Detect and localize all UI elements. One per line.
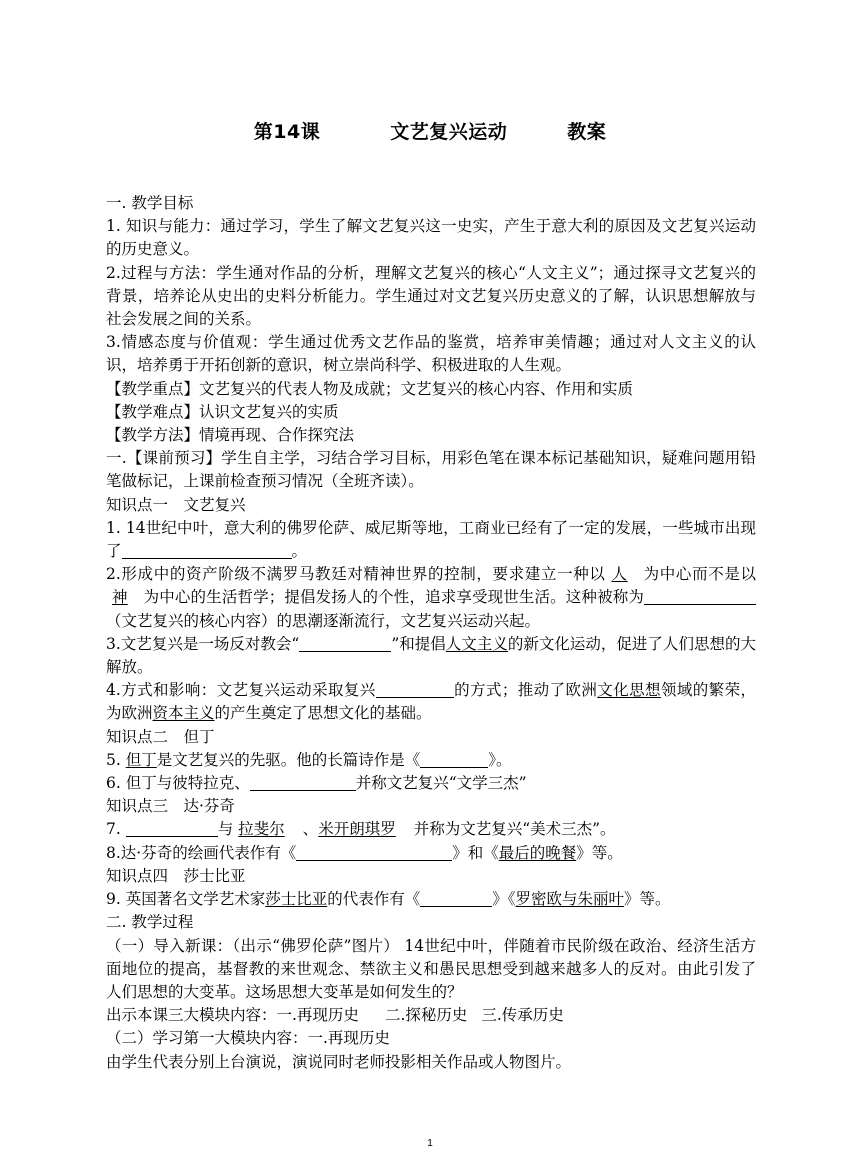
answer-blank[interactable] (299, 634, 391, 652)
objective-knowledge: 1. 知识与能力：通过学习，学生了解文艺复兴这一史实，产生于意大利的原因及文艺复兴运动的历史意义。 (106, 217, 756, 259)
question-6: 6. 但丁与彼特拉克、 并称文艺复兴“文学三杰” (106, 774, 527, 793)
answer-blank[interactable] (376, 680, 454, 698)
lesson-number: 第14课 (253, 121, 321, 143)
question-9: 9. 英国著名文学艺术家莎士比亚的代表作有《 》《罗密欧与朱丽叶》等。 (106, 890, 671, 909)
module-list: 出示本课三大模块内容：一.再现历史 二.探秘历史 三.传承历史 (106, 1006, 564, 1025)
question-7: 7. 与 拉斐尔 、米开朗琪罗 并称为文艺复兴“美术三杰”。 (106, 820, 616, 839)
doc-kind: 教案 (567, 121, 607, 143)
answer-text: 莎士比亚 (265, 890, 328, 909)
question-4: 4.方式和影响：文艺复兴运动采取复兴 的方式；推动了欧洲文化思想领域的繁荣，为欧洲资本主义的产生奠定了思想文化的基础。 (106, 681, 756, 723)
answer-blank[interactable] (420, 889, 492, 907)
module-one-heading: （二）学习第一大模块内容：一.再现历史 (106, 1029, 390, 1048)
difficult-points: 【教学难点】认识文艺复兴的实质 (106, 402, 339, 421)
question-1: 1. 14世纪中叶，意大利的佛罗伦萨、威尼斯等地，工商业已经有了一定的发展，一些城市出现了 。 (106, 518, 756, 561)
module-one-text: 由学生代表分别上台演说，演说同时老师投影相关作品或人物图片。 (106, 1052, 572, 1071)
answer-blank[interactable] (296, 843, 452, 861)
section-heading: 二. 教学过程 (106, 913, 194, 932)
objective-values: 3.情感态度与价值观：学生通过优秀文艺作品的鉴赏，培养审美情趣；通过对人文主义的认识，培养勇于开拓创新的意识，树立崇尚科学、积极进取的人生观。 (106, 333, 756, 375)
answer-text: 罗密欧与朱丽叶 (515, 890, 625, 909)
answer-text: 资本主义 (152, 704, 215, 723)
answer-text: 神 (112, 588, 128, 607)
objective-process: 2.过程与方法：学生通对作品的分析，理解文艺复兴的核心“人文主义”；通过探寻文艺复兴的背景，培养论从史出的史料分析能力。学生通过对文艺复兴历史意义的了解，认识思想解放与社会发展之间的关系。 (106, 263, 756, 329)
question-2: 2.形成中的资产阶级不满罗马教廷对精神世界的控制，要求建立一种以 人 为中心而不是以神 为中心的生活哲学；提倡发扬人的个性，追求享受现世生活。这种被称为（文艺复兴的核心内容）的思潮逐渐流行，文艺复兴运动兴起。 (106, 565, 756, 630)
question-5: 5. 但丁是文艺复兴的先驱。他的长篇诗作是《 》。 (106, 750, 512, 769)
lesson-body (106, 192, 756, 1074)
teaching-method: 【教学方法】情境再现、合作探究法 (106, 426, 355, 445)
answer-text: 文化思想 (597, 681, 661, 700)
answer-text: 人文主义 (445, 634, 508, 653)
answer-blank[interactable] (644, 587, 756, 605)
answer-text: 最后的晚餐 (498, 843, 577, 862)
knowledge-point-heading: 知识点四 莎士比亚 (106, 866, 246, 885)
intro-paragraph: （一）导入新课：（出示“佛罗伦萨”图片） 14世纪中叶，伴随着市民阶级在政治、经济生活方面地位的提高，基督教的来世观念、禁欲主义和愚民思想受到越来越多人的反对。由此引发了人们思想的大变革。这场思想大变革是如何发生的？ (106, 936, 756, 1001)
answer-blank[interactable] (250, 773, 356, 791)
answer-text: 米开朗琪罗 (318, 820, 396, 839)
answer-blank[interactable] (420, 750, 488, 768)
lesson-topic: 文艺复兴运动 (390, 121, 508, 143)
answer-text: 人 (611, 565, 628, 584)
key-points: 【教学重点】文艺复兴的代表人物及成就；文艺复兴的核心内容、作用和实质 (106, 379, 634, 398)
knowledge-point-heading: 知识点三 达·芬奇 (106, 797, 235, 816)
preview-instructions: 一.【课前预习】学生自主学，习结合学习目标，用彩色笔在课本标记基础知识，疑难问题用铅笔做标记，上课前检查预习情况（全班齐读）。 (106, 449, 756, 491)
question-8: 8.达·芬奇的绘画代表作有《 》和《最后的晚餐》等。 (106, 843, 623, 862)
answer-text: 拉斐尔 (238, 820, 285, 839)
answer-blank[interactable] (122, 541, 292, 559)
section-heading: 一. 教学目标 (106, 194, 194, 212)
page-number: 1 (427, 1138, 433, 1149)
page-title (0, 117, 860, 144)
answer-blank[interactable] (126, 819, 218, 837)
knowledge-point-heading: 知识点一 文艺复兴 (106, 495, 246, 514)
question-3: 3.文艺复兴是一场反对教会“ ”和提倡人文主义的新文化运动，促进了人们思想的大解放。 (106, 634, 756, 677)
answer-text: 但丁 (125, 750, 157, 769)
knowledge-point-heading: 知识点二 但丁 (106, 727, 215, 746)
